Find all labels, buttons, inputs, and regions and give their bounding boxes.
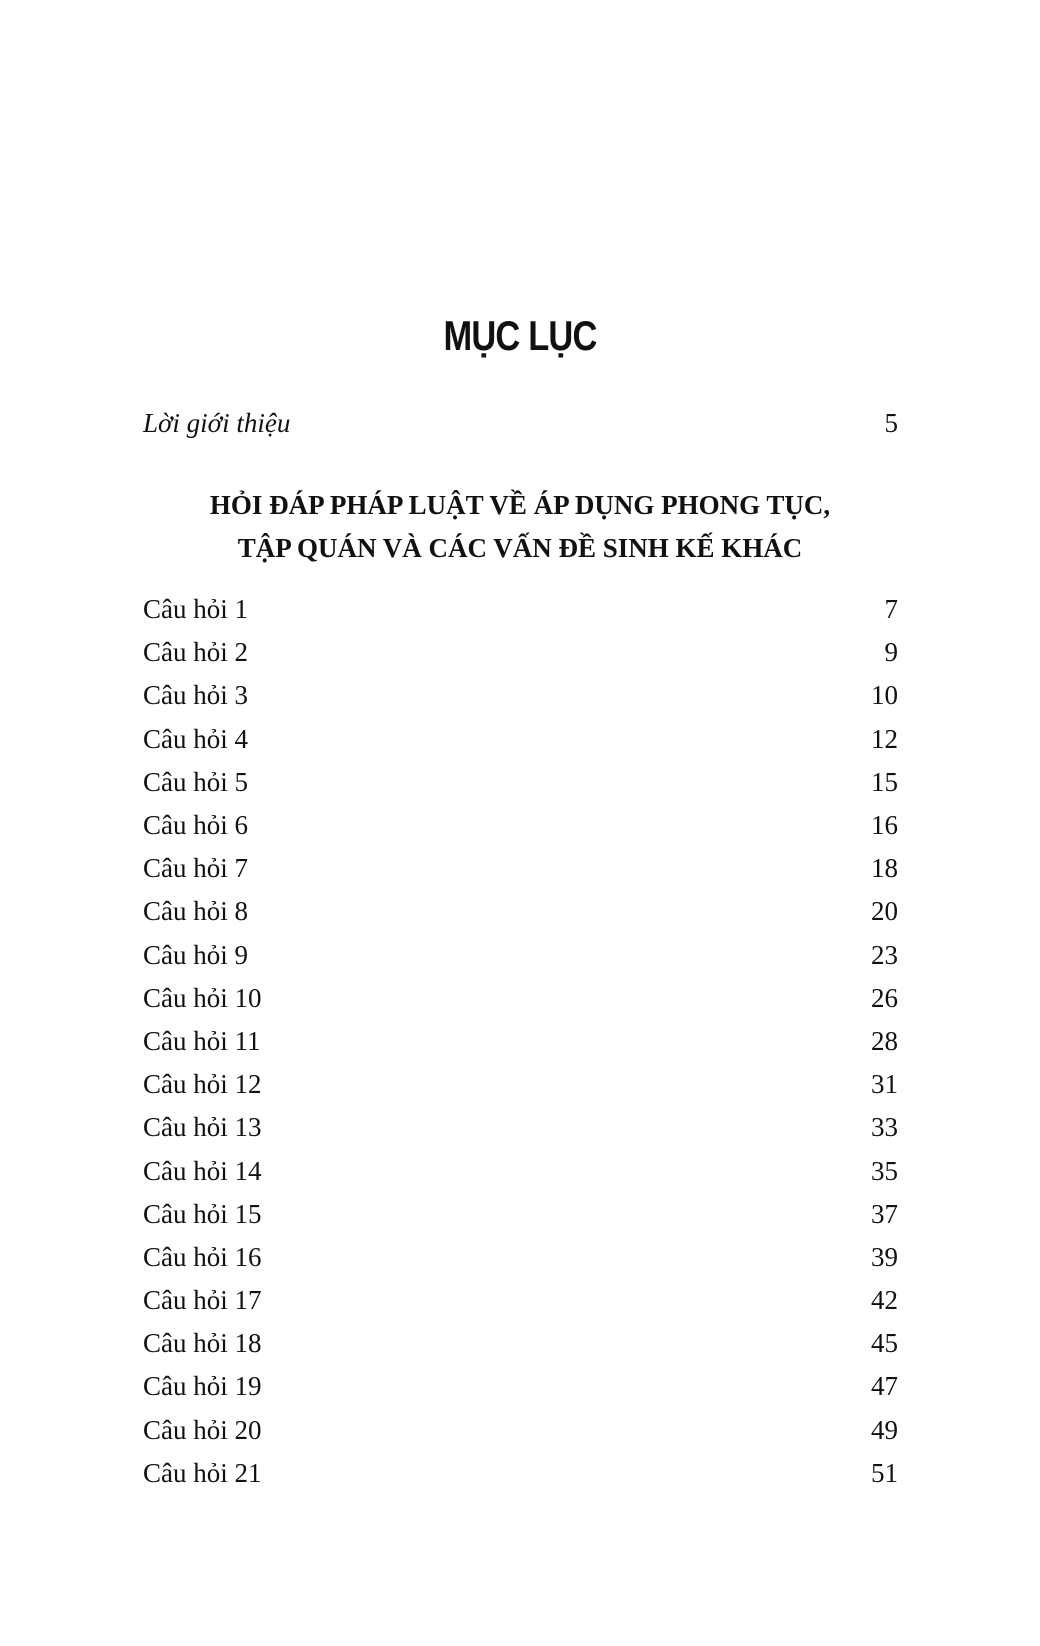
toc-entry-page-number: 5 bbox=[884, 408, 898, 438]
toc-entry-page-number: 9 bbox=[884, 637, 898, 668]
toc-entry-label: Câu hỏi 7 bbox=[143, 853, 248, 884]
section-heading-line-2: TẬP QUÁN VÀ CÁC VẤN ĐỀ SINH KẾ KHÁC bbox=[237, 533, 803, 563]
toc-entry-page-number: 51 bbox=[871, 1457, 898, 1488]
toc-entry-label: Câu hỏi 19 bbox=[143, 1371, 262, 1402]
toc-entry-page-number: 20 bbox=[871, 896, 898, 927]
section-heading bbox=[0, 484, 1040, 570]
toc-entry-page-number: 28 bbox=[871, 1025, 898, 1056]
toc-entry[interactable] bbox=[143, 588, 898, 631]
toc-entry-page-number: 45 bbox=[871, 1328, 898, 1359]
toc-entry[interactable] bbox=[143, 1322, 898, 1365]
toc-list bbox=[143, 588, 898, 1495]
section-heading-line-1: HỎI ĐÁP PHÁP LUẬT VỀ ÁP DỤNG PHONG TỤC, bbox=[209, 490, 831, 520]
toc-entry-page-number: 39 bbox=[871, 1241, 898, 1272]
toc-entry-page-number: 18 bbox=[871, 853, 898, 884]
toc-entry[interactable] bbox=[143, 804, 898, 847]
toc-entry-label: Câu hỏi 9 bbox=[143, 939, 248, 970]
toc-entry-label: Câu hỏi 1 bbox=[143, 594, 248, 625]
toc-entry[interactable] bbox=[143, 718, 898, 761]
toc-entry-label: Câu hỏi 20 bbox=[143, 1414, 262, 1445]
toc-entry-label: Câu hỏi 3 bbox=[143, 680, 248, 711]
toc-entry-page-number: 26 bbox=[871, 982, 898, 1013]
toc-entry[interactable] bbox=[143, 977, 898, 1020]
toc-entry-label: Câu hỏi 8 bbox=[143, 896, 248, 927]
toc-entry[interactable] bbox=[143, 1020, 898, 1063]
toc-entry-page-number: 15 bbox=[871, 766, 898, 797]
toc-entry-label: Câu hỏi 12 bbox=[143, 1069, 262, 1100]
toc-entry[interactable] bbox=[143, 1063, 898, 1106]
toc-entry[interactable] bbox=[143, 674, 898, 717]
toc-entry-label: Lời giới thiệu bbox=[143, 408, 291, 438]
toc-entry-page-number: 42 bbox=[871, 1285, 898, 1316]
toc-entry-page-number: 16 bbox=[871, 810, 898, 841]
toc-entry[interactable] bbox=[143, 934, 898, 977]
toc-entry[interactable] bbox=[143, 1149, 898, 1192]
page-title: MỤC LỤC bbox=[443, 312, 597, 359]
toc-entry-page-number: 49 bbox=[871, 1414, 898, 1445]
toc-entry-label: Câu hỏi 4 bbox=[143, 723, 248, 754]
toc-entry[interactable] bbox=[143, 1279, 898, 1322]
toc-entry-page-number: 7 bbox=[884, 594, 898, 625]
toc-entry-label: Câu hỏi 6 bbox=[143, 810, 248, 841]
toc-entry-introduction[interactable] bbox=[143, 408, 898, 439]
toc-entry[interactable] bbox=[143, 1452, 898, 1495]
toc-entry-label: Câu hỏi 11 bbox=[143, 1025, 261, 1056]
toc-entry[interactable] bbox=[143, 631, 898, 674]
toc-entry-page-number: 31 bbox=[871, 1069, 898, 1100]
toc-entry-label: Câu hỏi 21 bbox=[143, 1457, 262, 1488]
toc-entry-page-number: 33 bbox=[871, 1112, 898, 1143]
toc-entry-label: Câu hỏi 5 bbox=[143, 766, 248, 797]
toc-entry[interactable] bbox=[143, 847, 898, 890]
toc-entry[interactable] bbox=[143, 761, 898, 804]
toc-entry[interactable] bbox=[143, 1365, 898, 1408]
toc-entry[interactable] bbox=[143, 1409, 898, 1452]
toc-entry-label: Câu hỏi 16 bbox=[143, 1241, 262, 1272]
toc-entry-label: Câu hỏi 2 bbox=[143, 637, 248, 668]
toc-entry-page-number: 23 bbox=[871, 939, 898, 970]
toc-entry[interactable] bbox=[143, 1193, 898, 1236]
toc-entry-label: Câu hỏi 10 bbox=[143, 982, 262, 1013]
toc-entry-label: Câu hỏi 17 bbox=[143, 1285, 262, 1316]
toc-entry[interactable] bbox=[143, 1236, 898, 1279]
toc-entry-label: Câu hỏi 15 bbox=[143, 1198, 262, 1229]
toc-entry-page-number: 47 bbox=[871, 1371, 898, 1402]
toc-entry-page-number: 37 bbox=[871, 1198, 898, 1229]
toc-entry-page-number: 12 bbox=[871, 723, 898, 754]
toc-entry[interactable] bbox=[143, 1106, 898, 1149]
toc-entry-label: Câu hỏi 18 bbox=[143, 1328, 262, 1359]
toc-entry[interactable] bbox=[143, 890, 898, 933]
toc-entry-label: Câu hỏi 13 bbox=[143, 1112, 262, 1143]
toc-entry-page-number: 10 bbox=[871, 680, 898, 711]
toc-entry-label: Câu hỏi 14 bbox=[143, 1155, 262, 1186]
toc-entry-page-number: 35 bbox=[871, 1155, 898, 1186]
